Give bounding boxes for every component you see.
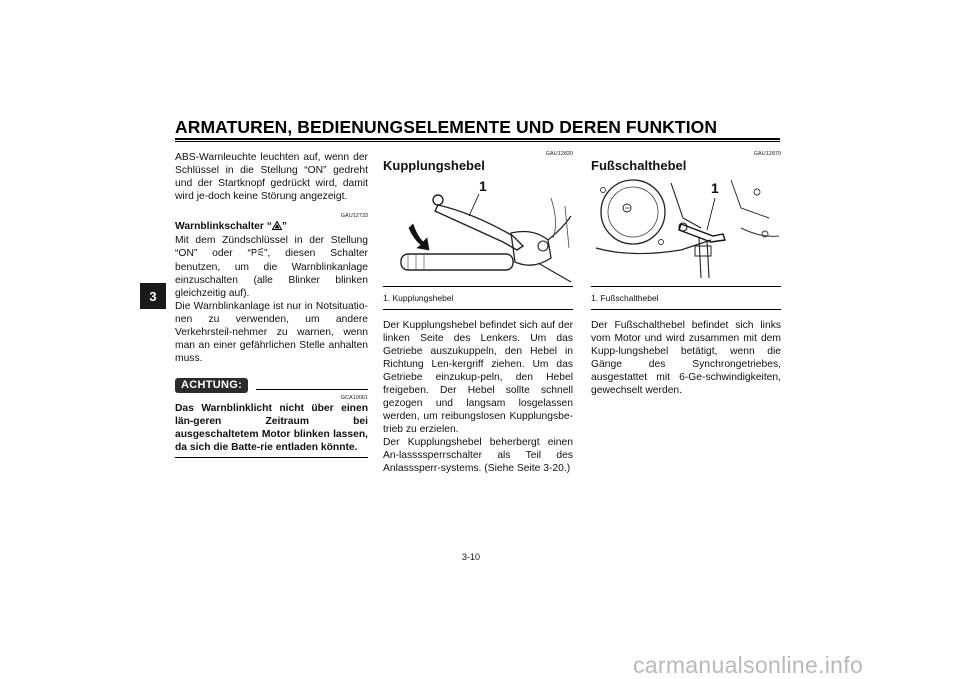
achtung-rule <box>256 389 368 390</box>
hazard-heading-suffix: ” <box>281 221 288 232</box>
figure-rule <box>591 286 781 287</box>
clutch-lever-figure <box>383 178 573 285</box>
left-column <box>175 151 368 458</box>
hazard-paragraph-2: Die Warnblinkanlage ist nur in Notsituatio-nen zu verwenden, um andere Verkehrsteil-nehmer zu warnen, wenn man an einer gefährlichen Stelle anhalten muss. <box>175 301 368 364</box>
figure-caption: 1. Fußschalthebel <box>591 293 659 303</box>
section-code: GAU12820 <box>545 151 573 157</box>
shift-pedal-paragraph: Der Fußschalthebel befindet sich links vom Motor und wird zusammen mit dem Kupp-lungshebel betätigt, wenn die Gänge des Synchrongetriebes, ausgestattet mit 6-Ge-schwindigkeiten, gewechselt werden. <box>591 320 781 396</box>
achtung-code: GCA10061 <box>340 395 368 401</box>
achtung-bottom-rule <box>175 457 368 458</box>
chapter-tab: 3 <box>140 283 166 309</box>
page-number: 3-10 <box>462 552 481 562</box>
shift-pedal-figure <box>591 178 781 285</box>
figure-callout-number: 1 <box>711 180 719 196</box>
svg-text:P: P <box>250 247 257 257</box>
figure-rule <box>383 286 573 287</box>
achtung-header <box>175 375 368 393</box>
middle-column <box>383 151 573 475</box>
figure-callout-number: 1 <box>479 178 487 194</box>
figure-caption: 1. Kupplungshebel <box>383 293 454 303</box>
page-header-title: ARMATUREN, BEDIENUNGSELEMENTE UND DEREN FUNKTION <box>175 117 718 137</box>
right-column <box>591 151 781 397</box>
hazard-body-suffix: ”, diesen Schalter benutzen, um die Warnblinkanlage einzuschalten (alle Blinker blinken gleichzeitig auf). <box>175 248 368 299</box>
hazard-body-prefix: Mit dem Zündschlüssel in der Stellung “ON” oder “ <box>175 235 368 259</box>
hazard-triangle-icon <box>272 221 282 234</box>
intro-paragraph: ABS-Warnleuchte leuchten auf, wenn der Schlüssel in die Stellung “ON” gedreht und der Startknopf gedrückt wird, damit wird je-doch keine Störung angezeigt. <box>175 152 368 202</box>
caption-rule <box>591 309 781 310</box>
hazard-paragraph-1 <box>175 234 368 300</box>
caption-rule <box>383 309 573 310</box>
hazard-switch-heading <box>175 220 368 234</box>
section-code: GAU12733 <box>340 213 368 219</box>
clutch-lever-paragraph-1: Der Kupplungshebel befindet sich auf der linken Seite des Lenkers. Um das Getriebe auszukuppeln, den Hebel in Richtung Len-kergriff ziehen. Um das Getriebe einzukup-peln, den Hebel freigeben. Der Hebel sollte schnell gezogen und langsam losgelassen werden, um reibungslosen Kupplungsbe-trieb zu erzielen. <box>383 320 573 435</box>
watermark: carmanualsonline.info <box>633 652 864 678</box>
clutch-lever-heading: Kupplungshebel <box>383 158 485 173</box>
hazard-heading-prefix: Warnblinkschalter “ <box>175 221 272 232</box>
clutch-lever-illustration <box>383 178 573 285</box>
section-code: GAU12870 <box>753 151 781 157</box>
header-rule <box>175 138 780 140</box>
shift-pedal-heading: Fußschalthebel <box>591 158 687 173</box>
header-rule-thin <box>175 141 780 142</box>
achtung-text: Das Warnblinklicht nicht über einen län-geren Zeitraum bei ausgeschaltetem Motor blinken lassen, da sich die Batte-rie entladen könnte. <box>175 403 368 453</box>
clutch-lever-paragraph-2: Der Kupplungshebel beherbergt einen An-lassssperrschalter als Teil des Anlasssperr-systems. (Siehe Seite 3-20.) <box>383 437 573 474</box>
shift-pedal-illustration <box>591 178 781 285</box>
parking-position-icon <box>251 247 264 261</box>
achtung-badge: ACHTUNG: <box>175 378 248 393</box>
